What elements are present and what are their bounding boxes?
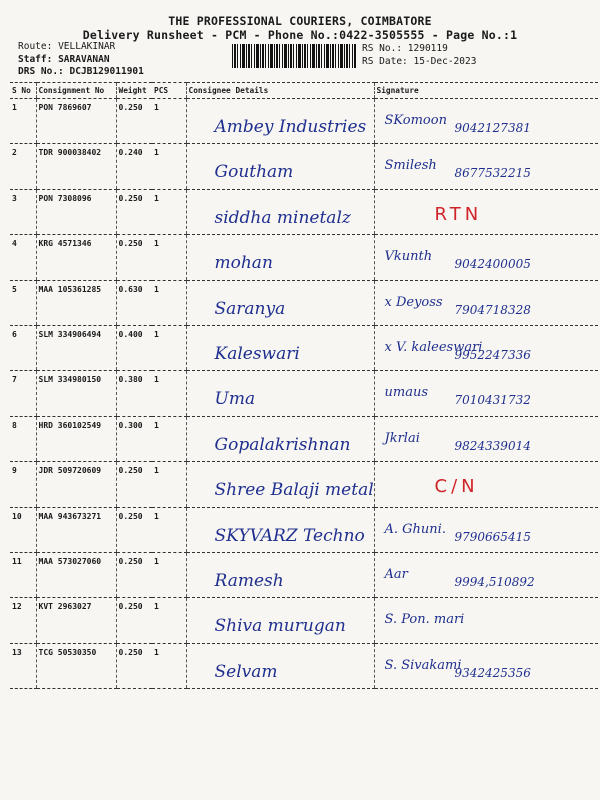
cell-weight: 0.240 [116, 144, 152, 189]
cell-sno: 5 [10, 280, 36, 325]
cell-consignment: KRG 4571346 [36, 235, 116, 280]
cell-consignment: TDR 900038402 [36, 144, 116, 189]
staff-value: SARAVANAN [58, 53, 110, 65]
cell-consignee [186, 235, 374, 280]
cell-weight: 0.250 [116, 643, 152, 688]
cell-consignee [186, 371, 374, 416]
cell-consignment: HRD 360102549 [36, 416, 116, 461]
phone-note: 9042127381 [454, 121, 531, 135]
cell-signature [374, 416, 598, 461]
signature-handwriting: A. Ghuni. [384, 521, 446, 537]
cell-signature [374, 598, 598, 643]
cell-consignee [186, 144, 374, 189]
table-row [10, 144, 598, 189]
staff-label: Staff: [18, 53, 53, 65]
route-info [18, 41, 144, 79]
signature-handwriting: Smilesh [384, 158, 437, 174]
cell-sno: 2 [10, 144, 36, 189]
cell-pcs: 1 [152, 280, 186, 325]
consignee-handwriting: Selvam [214, 661, 278, 682]
cell-consignment: PON 7869607 [36, 99, 116, 144]
cell-consignment: KVT 2963027 [36, 598, 116, 643]
signature-handwriting: Aar [384, 566, 408, 582]
table-row [10, 280, 598, 325]
drs-value: DCJB129011901 [69, 66, 144, 77]
cell-consignment: MAA 105361285 [36, 280, 116, 325]
cell-weight: 0.250 [116, 189, 152, 234]
cell-weight: 0.630 [116, 280, 152, 325]
cell-consignment: SLM 334980150 [36, 371, 116, 416]
runsheet-subtitle: Delivery Runsheet - PCM - Phone No.:0422-3505555 - Page No.:1 [82, 28, 518, 42]
cell-consignment: PON 7308096 [36, 189, 116, 234]
signature-handwriting: x V. kaleeswari [384, 339, 483, 355]
cell-pcs: 1 [152, 598, 186, 643]
cell-sno: 10 [10, 507, 36, 552]
signature-handwriting: Vkunth [384, 249, 433, 265]
signature-handwriting: SKomoon [384, 113, 447, 128]
col-header-signature: Signature [374, 83, 598, 99]
cell-weight: 0.250 [116, 235, 152, 280]
cell-pcs: 1 [152, 99, 186, 144]
cell-consignee [186, 325, 374, 370]
col-header-sno: S No [10, 83, 36, 99]
route-label: Route: [18, 41, 53, 52]
phone-note: 9790665415 [454, 529, 531, 544]
table-row [10, 416, 598, 461]
cell-sno: 3 [10, 189, 36, 234]
rs-no-label: RS No.: [362, 43, 403, 54]
cell-sno: 8 [10, 416, 36, 461]
cell-sno: 13 [10, 643, 36, 688]
consignee-handwriting: Uma [214, 389, 256, 410]
rs-date-label: RS Date: [362, 55, 408, 67]
cell-consignee [186, 99, 374, 144]
consignee-handwriting: mohan [214, 253, 273, 274]
table-row [10, 325, 598, 370]
cell-signature [374, 144, 598, 189]
runsheet-table [10, 82, 598, 689]
consignee-handwriting: Kaleswari [214, 343, 300, 364]
cell-pcs: 1 [152, 144, 186, 189]
cell-pcs: 1 [152, 325, 186, 370]
cell-consignee [186, 189, 374, 234]
phone-note: 9952247336 [454, 347, 531, 362]
cell-consignee [186, 643, 374, 688]
signature-handwriting: x Deyoss [384, 294, 443, 310]
col-header-weight: Weight [116, 83, 152, 99]
cell-signature [374, 99, 598, 144]
rs-no-value: 1290119 [407, 43, 448, 54]
cell-pcs: 1 [152, 416, 186, 461]
cell-sno: 1 [10, 99, 36, 144]
drs-label: DRS No.: [18, 66, 64, 77]
cell-consignment: SLM 334906494 [36, 325, 116, 370]
phone-note: 7010431732 [454, 393, 531, 408]
table-row [10, 462, 598, 507]
cell-pcs: 1 [152, 552, 186, 597]
cell-signature [374, 462, 598, 507]
cell-sno: 9 [10, 462, 36, 507]
phone-note: 8677532215 [454, 166, 531, 181]
cell-signature [374, 507, 598, 552]
cell-pcs: 1 [152, 189, 186, 234]
cell-signature [374, 280, 598, 325]
cell-consignee [186, 507, 374, 552]
cell-weight: 0.250 [116, 462, 152, 507]
cell-signature [374, 371, 598, 416]
cell-sno: 11 [10, 552, 36, 597]
cell-weight: 0.250 [116, 99, 152, 144]
cell-sno: 12 [10, 598, 36, 643]
cell-pcs: 1 [152, 507, 186, 552]
cell-sno: 6 [10, 325, 36, 370]
consignee-handwriting: Shree Balaji metal [214, 480, 374, 501]
barcode-icon [232, 44, 356, 68]
col-header-consignment: Consignment No [36, 83, 116, 99]
phone-note: 7904718328 [454, 302, 531, 317]
cell-consignee [186, 462, 374, 507]
consignee-handwriting: Ambey Industries [214, 117, 367, 137]
cell-weight: 0.380 [116, 371, 152, 416]
cell-sno: 4 [10, 235, 36, 280]
consignee-handwriting: SKYVARZ Techno [214, 525, 365, 546]
phone-note: 9042400005 [454, 257, 531, 272]
rs-date-value: 15-Dec-2023 [413, 55, 477, 67]
table-row [10, 598, 598, 643]
rs-info [362, 43, 476, 68]
table-row [10, 235, 598, 280]
cell-signature [374, 235, 598, 280]
signature-handwriting: S. Sivakami [384, 657, 462, 673]
cell-consignment: TCG 50530350 [36, 643, 116, 688]
cell-weight: 0.400 [116, 325, 152, 370]
phone-note: 9994,510892 [454, 574, 535, 589]
table-row [10, 643, 598, 688]
cell-pcs: 1 [152, 371, 186, 416]
cell-weight: 0.250 [116, 507, 152, 552]
status-note: C/N [434, 476, 479, 498]
status-note: RTN [434, 203, 483, 225]
cell-consignee [186, 598, 374, 643]
signature-handwriting: umaus [384, 385, 428, 401]
cell-signature [374, 643, 598, 688]
cell-weight: 0.300 [116, 416, 152, 461]
table-row [10, 552, 598, 597]
phone-note: 9824339014 [454, 438, 531, 453]
consignee-handwriting: Goutham [214, 162, 294, 183]
cell-signature [374, 552, 598, 597]
company-title: THE PROFESSIONAL COURIERS, COIMBATORE [168, 14, 432, 28]
col-header-consignee: Consignee Details [186, 83, 374, 99]
cell-consignee [186, 552, 374, 597]
signature-handwriting: S. Pon. mari [384, 612, 465, 628]
signature-handwriting: Jkrlai [384, 430, 420, 446]
table-row [10, 507, 598, 552]
cell-sno: 7 [10, 371, 36, 416]
consignee-handwriting: Gopalakrishnan [214, 434, 351, 455]
cell-signature [374, 325, 598, 370]
cell-pcs: 1 [152, 235, 186, 280]
col-header-pcs: PCS [152, 83, 186, 99]
cell-pcs: 1 [152, 643, 186, 688]
table-header-row [10, 83, 598, 99]
phone-note: 9342425356 [454, 665, 531, 680]
cell-consignment: MAA 573027060 [36, 552, 116, 597]
cell-weight: 0.250 [116, 552, 152, 597]
cell-consignment: JDR 509720609 [36, 462, 116, 507]
cell-consignment: MAA 943673271 [36, 507, 116, 552]
consignee-handwriting: siddha minetalz [214, 207, 351, 228]
cell-weight: 0.250 [116, 598, 152, 643]
consignee-handwriting: Ramesh [214, 570, 284, 591]
cell-consignee [186, 416, 374, 461]
table-row [10, 189, 598, 234]
consignee-handwriting: Shiva murugan [214, 616, 346, 637]
table-row [10, 99, 598, 144]
cell-consignee [186, 280, 374, 325]
cell-signature [374, 189, 598, 234]
table-row [10, 371, 598, 416]
route-value: VELLAKINAR [58, 41, 116, 52]
cell-pcs: 1 [152, 462, 186, 507]
consignee-handwriting: Saranya [214, 298, 286, 319]
